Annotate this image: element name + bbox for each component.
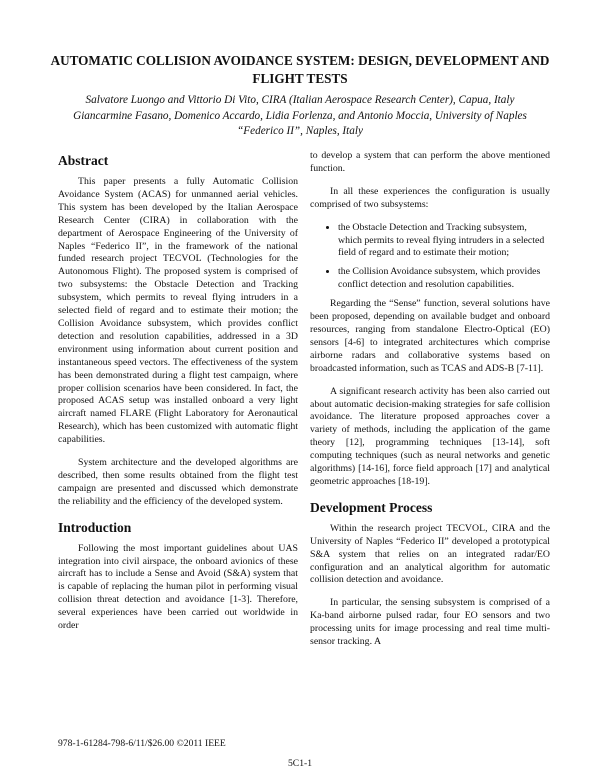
introduction-heading: Introduction (58, 519, 132, 535)
paper-title: AUTOMATIC COLLISION AVOIDANCE SYSTEM: DESIGN, DEVELOPMENT AND FLIGHT TESTS (50, 53, 550, 86)
abstract-paragraph: System architecture and the developed algorithms are described, then some results obtained from the flight test campaign are presented and discussed which demonstrate the reliability and the efficiency of the developed system. (58, 457, 298, 507)
author-line-naples: Giancarmine Fasano, Domenico Accardo, Lidia Forlenza, and Antonio Moccia, University of Naples “Federico II”, Naples, Italy (73, 109, 527, 137)
development-paragraph: Within the research project TECVOL, CIRA and the University of Naples “Federico II” developed a prototypical S&A system that relies on an integrated radar/EO configuration and an analytical algorithm for automatic collision detection and avoidance. (310, 522, 550, 586)
introduction-paragraph: Regarding the “Sense” function, several solutions have been proposed, depending on available budget and onboard resources, ranging from standalone Electro-Optical (EO) sensors [4-6] to integrated architectures which comprise airborne radars and collaborative systems based on broadcasted information, such as TCAS and ADS-B [7-11]. (310, 298, 550, 374)
list-item: • the Collision Avoidance subsystem, which provides conflict detection and resolution capabilities. (338, 266, 550, 292)
author-line-cira: Salvatore Luongo and Vittorio Di Vito, CIRA (Italian Aerospace Research Center), Capua, Italy (85, 94, 515, 106)
copyright-notice: 978-1-61284-798-6/11/$26.00 ©2011 IEEE (58, 738, 226, 749)
page-number: 5C1-1 (288, 758, 312, 769)
development-heading: Development Process (310, 499, 433, 515)
introduction-paragraph: In all these experiences the configuration is usually comprised of two subsystems: (310, 185, 550, 210)
development-paragraph: In particular, the sensing subsystem is comprised of a Ka-band airborne pulsed radar, four EO sensors and two processing units for image processing and real time multi-sensor tracking. A (310, 597, 550, 648)
introduction-paragraph: A significant research activity has been also carried out about automatic decision-making strategies for safe collision avoidance. The literature proposed approaches cover a variety of methods, including the application of the game theory [12], programming techniques [13-14], soft computing techniques (such as neural networks and genetic algorithms) [14-16], force field approach [17] and analytical geometric approaches [18-19]. (310, 385, 550, 487)
author-block (50, 93, 550, 140)
introduction-paragraph-continued: to develop a system that can perform the above mentioned function. (310, 150, 550, 174)
left-column (58, 152, 298, 643)
right-column (310, 150, 550, 659)
abstract-paragraph: This paper presents a fully Automatic Collision Avoidance System (ACAS) for unmanned aerial vehicles. This system has been developed by the Italian Aerospace Research Center (CIRA) in collaboration with the department of Aerospace Engineering of the University of Naples “Federico II”, in the framework of the national funded research project TECVOL (Technologies for the Autonomous Flight). The proposed system is comprised of two subsystems: the Obstacle Detection and Tracking subsystem, which permits to reveal flying intruders in a selected field of regard and to estimate their motion; the Collision Avoidance subsystem, which provides conflict detection and resolution capabilities, addressed in a 3D environment using information about current position and instantaneous speed vectors. The effectiveness of the system has been demonstrated during a flight test campaign, where proper collision scenarios have been considered. In fact, the proposed ACAS setup was installed onboard a very light aircraft named FLARE (Flight Laboratory for Aeronautical Research), which has been customized with automatic flight capabilities. (58, 176, 298, 446)
introduction-paragraph: Following the most important guidelines about UAS integration into civil airspace, the onboard avionics of these aircraft has to include a Sense and Avoid (S&A) system that is capable of replacing the human pilot in performing visual collision threat detection and avoidance [1-3]. Therefore, several experiences have been carried out worldwide in order (58, 542, 298, 632)
list-item: • the Obstacle Detection and Tracking subsystem, which permits to reveal flying intruders in a selected field of regard and to estimate their motion; (338, 222, 550, 261)
abstract-heading: Abstract (58, 153, 109, 168)
subsystem-list (310, 222, 550, 293)
